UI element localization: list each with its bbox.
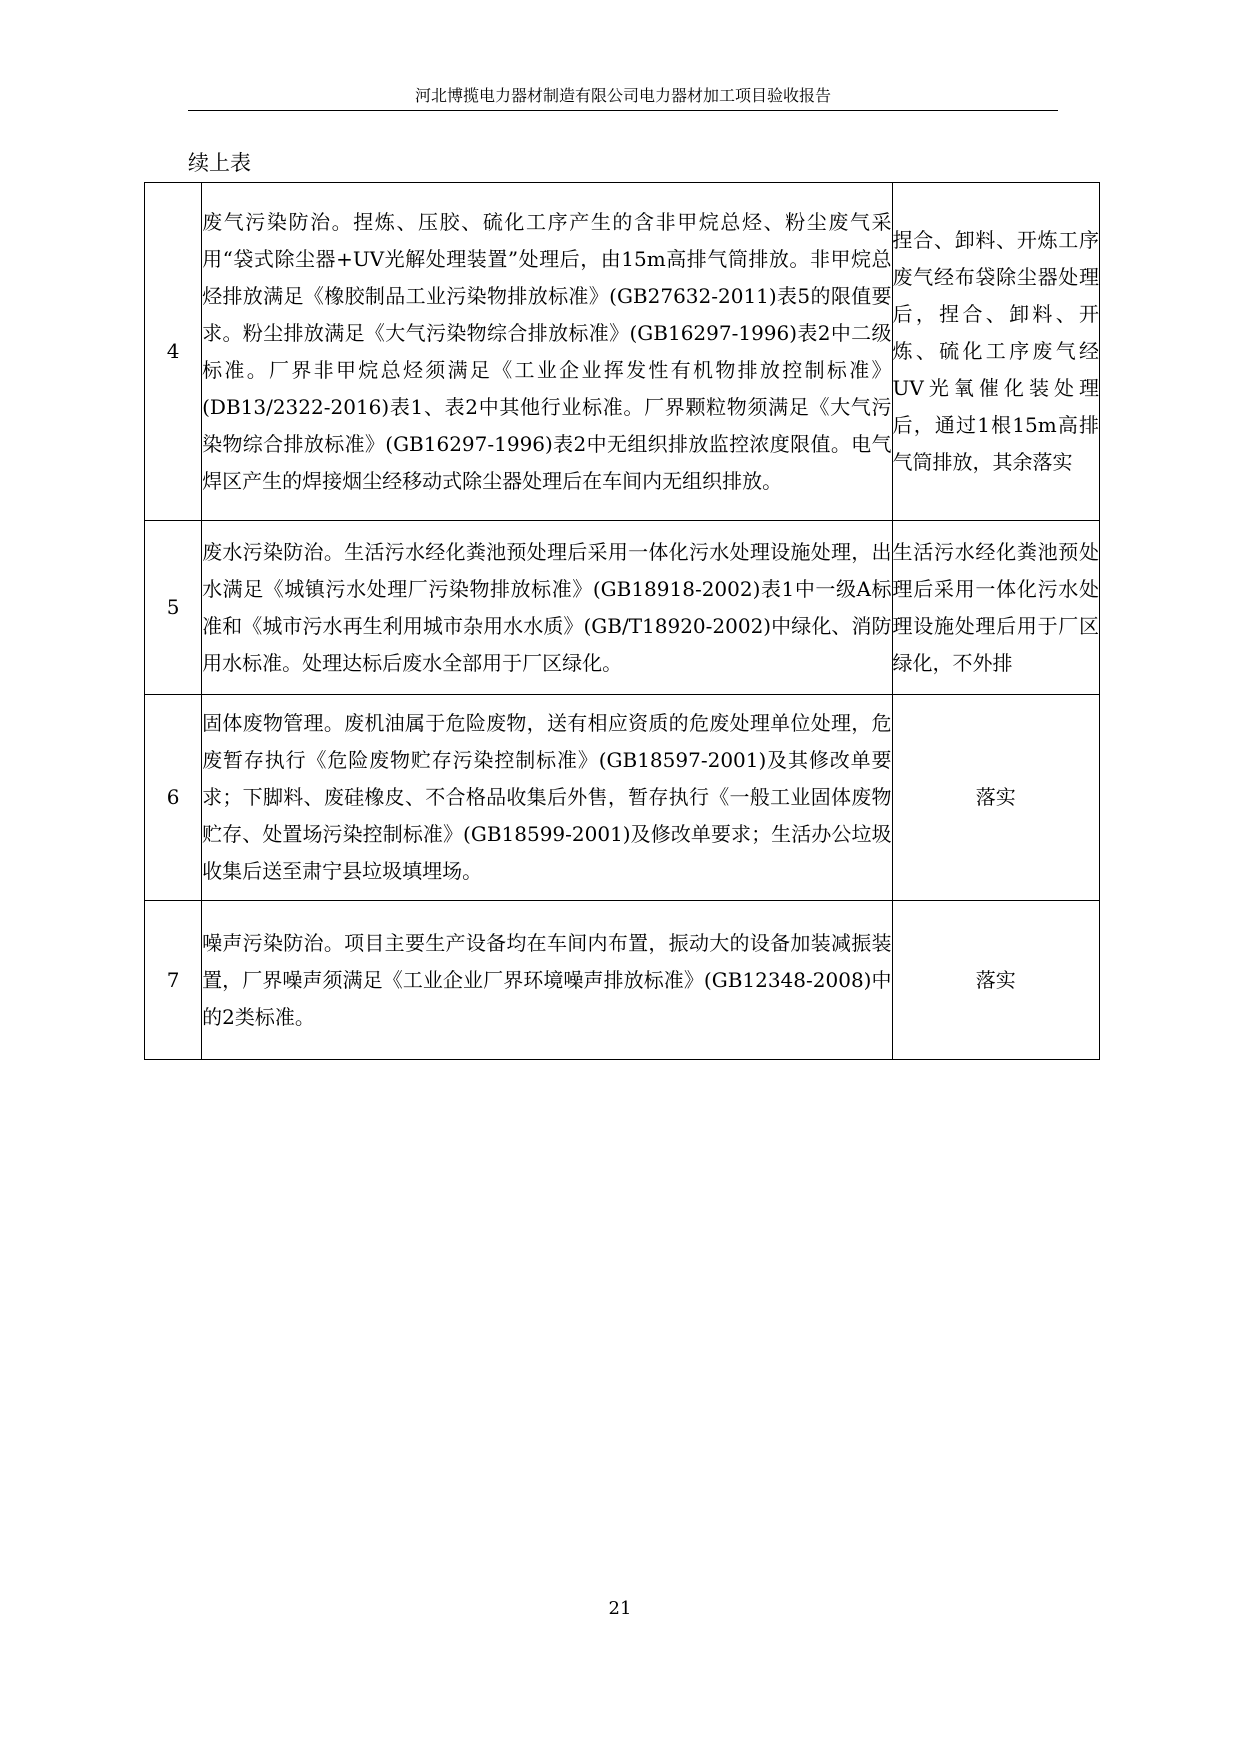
table-row	[145, 901, 1100, 1060]
implementation-status-cell: 捏合、卸料、开炼工序废气经布袋除尘器处理后，捏合、卸料、开炼、硫化工序废气经UV光氧催化装处理后，通过1根15m高排气筒排放，其余落实	[892, 183, 1099, 521]
implementation-status-cell: 落实	[892, 695, 1099, 901]
requirement-cell: 噪声污染防治。项目主要生产设备均在车间内布置，振动大的设备加装减振装置，厂界噪声须满足《工业企业厂界环境噪声排放标准》(GB12348-2008)中的2类标准。	[202, 901, 892, 1060]
acceptance-table	[144, 182, 1100, 1060]
table-row	[145, 695, 1100, 901]
row-number: 4	[145, 183, 202, 521]
page-header-title: 河北博揽电力器材制造有限公司电力器材加工项目验收报告	[414, 86, 831, 105]
row-number: 6	[145, 695, 202, 901]
table-row	[145, 521, 1100, 695]
header-divider	[188, 110, 1058, 111]
implementation-status-cell: 生活污水经化粪池预处理后采用一体化污水处理设施处理后用于厂区绿化，不外排	[892, 521, 1099, 695]
table-continuation-caption: 续上表	[188, 151, 251, 175]
requirement-cell: 废水污染防治。生活污水经化粪池预处理后采用一体化污水处理设施处理，出水满足《城镇污水处理厂污染物排放标准》(GB18918-2002)表1中一级A标准和《城市污水再生利用城市杂用水水质》(GB/T18920-2002)中绿化、消防用水标准。处理达标后废水全部用于厂区绿化。	[202, 521, 892, 695]
table-row	[145, 183, 1100, 521]
row-number: 5	[145, 521, 202, 695]
row-number: 7	[145, 901, 202, 1060]
requirement-cell: 固体废物管理。废机油属于危险废物，送有相应资质的危废处理单位处理，危废暂存执行《危险废物贮存污染控制标准》(GB18597-2001)及其修改单要求；下脚料、废硅橡皮、不合格品收集后外售，暂存执行《一般工业固体废物贮存、处置场污染控制标准》(GB18599-2001)及修改单要求；生活办公垃圾收集后送至肃宁县垃圾填埋场。	[202, 695, 892, 901]
implementation-status-cell: 落实	[892, 901, 1099, 1060]
requirement-cell: 废气污染防治。捏炼、压胶、硫化工序产生的含非甲烷总烃、粉尘废气采用“袋式除尘器+UV光解处理装置”处理后，由15m高排气筒排放。非甲烷总烃排放满足《橡胶制品工业污染物排放标准》(GB27632-2011)表5的限值要求。粉尘排放满足《大气污染物综合排放标准》(GB16297-1996)表2中二级标准。厂界非甲烷总烃须满足《工业企业挥发性有机物排放控制标准》(DB13/2322-2016)表1、表2中其他行业标准。厂界颗粒物须满足《大气污染物综合排放标准》(GB16297-1996)表2中无组织排放监控浓度限值。电气焊区产生的焊接烟尘经移动式除尘器处理后在车间内无组织排放。	[202, 183, 892, 521]
page-number: 21	[608, 1598, 632, 1619]
